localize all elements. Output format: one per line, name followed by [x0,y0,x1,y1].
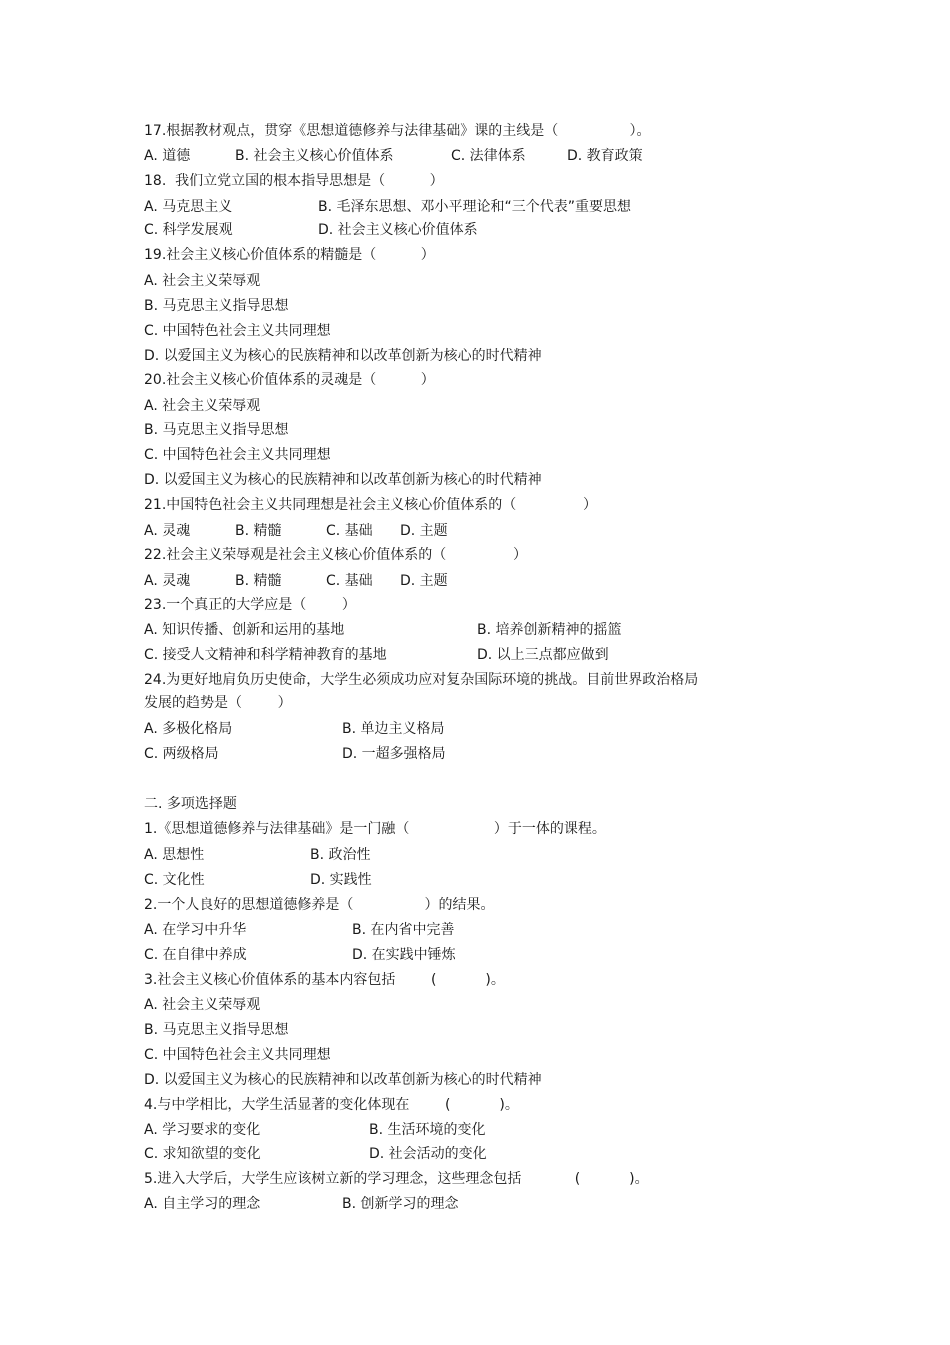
option-19-b: B. 马克思主义指导思想 [144,298,289,314]
multi-option-1-b: B. 政治性 [310,847,371,863]
multi-option-2-a: A. 在学习中升华 [144,922,247,938]
option-21-d: D. 主题 [400,523,448,539]
option-19-d: D. 以爱国主义为核心的民族精神和以改革创新为核心的时代精神 [144,348,542,364]
multi-option-3-a: A. 社会主义荣辱观 [144,997,261,1013]
option-21-a: A. 灵魂 [144,523,191,539]
option-22-a: A. 灵魂 [144,573,191,589]
option-19-a: A. 社会主义荣辱观 [144,273,261,289]
question-17: 17.根据教材观点，贯穿《思想道德修养与法律基础》课的主线是（ ）。 [144,123,651,139]
multi-option-1-d: D. 实践性 [310,872,372,888]
question-24: 24.为更好地肩负历史使命，大学生必须成功应对复杂国际环境的挑战。目前世界政治格局 [144,672,699,688]
question-21: 21.中国特色社会主义共同理想是社会主义核心价值体系的（ ） [144,497,598,513]
multi-option-3-c: C. 中国特色社会主义共同理想 [144,1047,331,1063]
option-20-c: C. 中国特色社会主义共同理想 [144,447,331,463]
option-22-d: D. 主题 [400,573,448,589]
option-23-d: D. 以上三点都应做到 [477,647,609,663]
multi-option-1-c: C. 文化性 [144,872,205,888]
option-20-b: B. 马克思主义指导思想 [144,422,289,438]
multi-option-1-a: A. 思想性 [144,847,205,863]
multi-option-4-a: A. 学习要求的变化 [144,1122,261,1138]
multi-option-3-b: B. 马克思主义指导思想 [144,1022,289,1038]
option-18-c: C. 科学发展观 [144,222,233,238]
option-23-a: A. 知识传播、创新和运用的基地 [144,622,345,638]
question-20: 20.社会主义核心价值体系的灵魂是（ ） [144,372,435,388]
option-24-b: B. 单边主义格局 [342,721,445,737]
option-17-c: C. 法律体系 [451,148,526,164]
question-22: 22.社会主义荣辱观是社会主义核心价值体系的（ ） [144,547,528,563]
multi-option-2-b: B. 在内省中完善 [352,922,455,938]
multi-question-5: 5.进入大学后，大学生应该树立新的学习理念，这些理念包括 ( )。 [144,1171,649,1187]
option-17-b: B. 社会主义核心价值体系 [235,148,394,164]
question-23: 23.一个真正的大学应是（ ） [144,597,356,613]
option-23-b: B. 培养创新精神的摇篮 [477,622,622,638]
multi-option-3-d: D. 以爱国主义为核心的民族精神和以改革创新为核心的时代精神 [144,1072,542,1088]
multi-option-2-d: D. 在实践中锤炼 [352,947,456,963]
option-18-a: A. 马克思主义 [144,199,233,215]
option-17-d: D. 教育政策 [567,148,643,164]
multi-question-1: 1.《思想道德修养与法律基础》是一门融（ ）于一体的课程。 [144,821,606,837]
multi-option-4-b: B. 生活环境的变化 [369,1122,486,1138]
option-24-c: C. 两级格局 [144,746,219,762]
option-24-d: D. 一超多强格局 [342,746,446,762]
option-18-b: B. 毛泽东思想、邓小平理论和“三个代表”重要思想 [318,199,632,215]
option-19-c: C. 中国特色社会主义共同理想 [144,323,331,339]
option-18-d: D. 社会主义核心价值体系 [318,222,478,238]
multi-option-5-b: B. 创新学习的理念 [342,1196,459,1212]
multi-option-4-c: C. 求知欲望的变化 [144,1146,261,1162]
multi-option-2-c: C. 在自律中养成 [144,947,247,963]
option-22-c: C. 基础 [326,573,373,589]
multi-question-3: 3.社会主义核心价值体系的基本内容包括 ( )。 [144,972,505,988]
option-24-a: A. 多极化格局 [144,721,233,737]
multi-question-2: 2.一个人良好的思想道德修养是（ ）的结果。 [144,897,495,913]
multi-question-4: 4.与中学相比，大学生活显著的变化体现在 ( )。 [144,1097,519,1113]
question-24-cont: 发展的趋势是（ ） [144,695,292,711]
option-21-c: C. 基础 [326,523,373,539]
question-19: 19.社会主义核心价值体系的精髓是（ ） [144,247,435,263]
section-title: 二. 多项选择题 [144,796,237,812]
option-17-a: A. 道德 [144,148,191,164]
option-20-d: D. 以爱国主义为核心的民族精神和以改革创新为核心的时代精神 [144,472,542,488]
option-23-c: C. 接受人文精神和科学精神教育的基地 [144,647,387,663]
multi-option-5-a: A. 自主学习的理念 [144,1196,261,1212]
question-18: 18. 我们立党立国的根本指导思想是（ ） [144,173,444,189]
option-20-a: A. 社会主义荣辱观 [144,398,261,414]
multi-option-4-d: D. 社会活动的变化 [369,1146,487,1162]
option-21-b: B. 精髓 [235,523,282,539]
option-22-b: B. 精髓 [235,573,282,589]
